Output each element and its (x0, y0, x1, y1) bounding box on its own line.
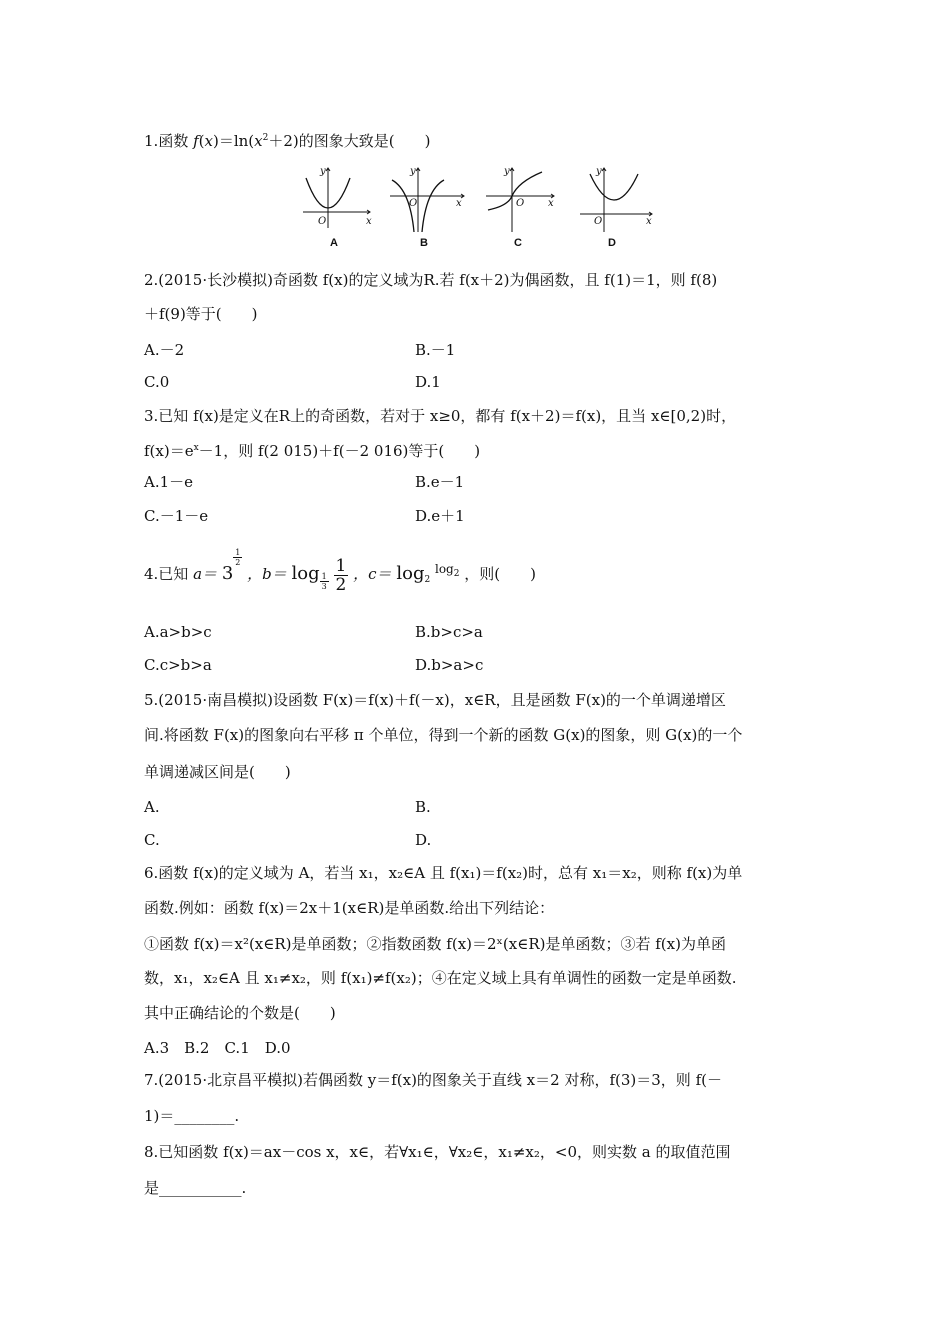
graph-d (580, 168, 652, 232)
q6-line5: 其中正确结论的个数是( ) (144, 1004, 336, 1022)
q4-option-b: B.b>c>a (415, 623, 483, 641)
q1-graph-options (298, 160, 658, 250)
q8-line2: 是___________. (144, 1179, 247, 1197)
q3-line2: $f(x)=e^x-1$，则 f(2 015)＋f(－2 016)等于( ) (144, 442, 481, 460)
graph-c-x: x (548, 198, 554, 209)
q5-option-d: D. (415, 831, 432, 849)
q5-line1: 5.(2015·南昌模拟)设函数 F(x)＝f(x)＋f(－x)，x∈R，且是函数 F(x)的一个单调递增区 (144, 691, 726, 709)
q5-option-a: A. (144, 798, 160, 816)
graph-c-label: C (514, 237, 522, 249)
graph-a-label: A (330, 237, 338, 249)
graph-a-o: O (318, 216, 327, 227)
graph-b-o: O (409, 198, 418, 209)
q6-line2: 函数.例如：函数 f(x)＝2x＋1(x∈R)是单函数.给出下列结论： (144, 899, 555, 917)
graph-a-y: y (320, 166, 326, 177)
graph-b (390, 168, 464, 232)
q2-line2: ＋f(9)等于( ) (144, 305, 258, 323)
q5-line2: 间.将函数 F(x)的图象向右平移 π 个单位，得到一个新的函数 G(x)的图象，则 G(x)的一个 (144, 726, 743, 744)
graph-c-y: y (504, 166, 510, 177)
graph-d-y: y (596, 166, 602, 177)
q7-line2: 1)＝________. (144, 1107, 240, 1125)
graph-b-x: x (456, 198, 462, 209)
q4-option-a: A.a>b>c (144, 623, 212, 641)
q5-line3: 单调递减区间是( ) (144, 763, 291, 781)
q8-line1: 8.已知函数 f(x)＝ax－cos x，x∈，若∀x₁∈，∀x₂∈，x₁≠x₂，<0，则实数 a 的取值范围 (144, 1143, 731, 1161)
graph-c-o: O (516, 198, 525, 209)
q3-line1: 3.已知 f(x)是定义在R上的奇函数，若对于 x≥0，都有 f(x＋2)＝f(x)，且当 x∈[0,2)时， (144, 407, 737, 425)
graph-a-x: x (366, 216, 372, 227)
q2-line1: 2.(2015·长沙模拟)奇函数 f(x)的定义域为R.若 f(x＋2)为偶函数，且 f(1)＝1，则 f(8) (144, 271, 718, 289)
q2-option-b: B.－1 (415, 341, 456, 359)
q2-option-c: C.0 (144, 373, 170, 391)
graph-d-x: x (646, 216, 652, 227)
q6-options: A.3 B.2 C.1 D.0 (144, 1039, 291, 1057)
q5-option-c: C. (144, 831, 160, 849)
q6-line3: ①函数 f(x)＝x²(x∈R)是单函数；②指数函数 f(x)＝2ˣ(x∈R)是单函数；③若 f(x)为单函 (144, 935, 726, 953)
q4-stem: 4.已知 a＝ 3 $\frac{1}{2}$ ，b＝ log $\frac{1}{3}$ $\frac{1}{2}$ ，$c= \log_2 ^{log}_2$ ，则( ) (144, 548, 536, 595)
q4-option-d: D.b>a>c (415, 656, 484, 674)
graph-d-o: O (594, 216, 603, 227)
q6-line1: 6.函数 f(x)的定义域为 A，若当 x₁，x₂∈A 且 f(x₁)＝f(x₂)时，总有 x₁＝x₂，则称 f(x)为单 (144, 864, 743, 882)
graph-b-y: y (410, 166, 416, 177)
q2-option-a: A.－2 (144, 341, 185, 359)
q2-option-d: D.1 (415, 373, 441, 391)
graph-b-label: B (420, 237, 428, 249)
q5-option-b: B. (415, 798, 431, 816)
q4-option-c: C.c>b>a (144, 656, 212, 674)
q6-line4: 数，x₁，x₂∈A 且 x₁≠x₂，则 f(x₁)≠f(x₂)；④在定义域上具有单调性的函数一定是单函数. (144, 969, 737, 987)
q3-option-d: D.e＋1 (415, 507, 465, 525)
q1-stem: 1.函数 $f(x)=\ln(x^2+2)$的图象大致是( ) (144, 132, 431, 150)
q3-option-a: A.1－e (144, 473, 194, 491)
q3-option-b: B.e－1 (415, 473, 465, 491)
graph-a (303, 168, 370, 228)
q3-option-c: C.－1－e (144, 507, 209, 525)
graph-d-label: D (608, 237, 616, 249)
q7-line1: 7.(2015·北京昌平模拟)若偶函数 y＝f(x)的图象关于直线 x＝2 对称，f(3)＝3，则 f(－ (144, 1071, 722, 1089)
